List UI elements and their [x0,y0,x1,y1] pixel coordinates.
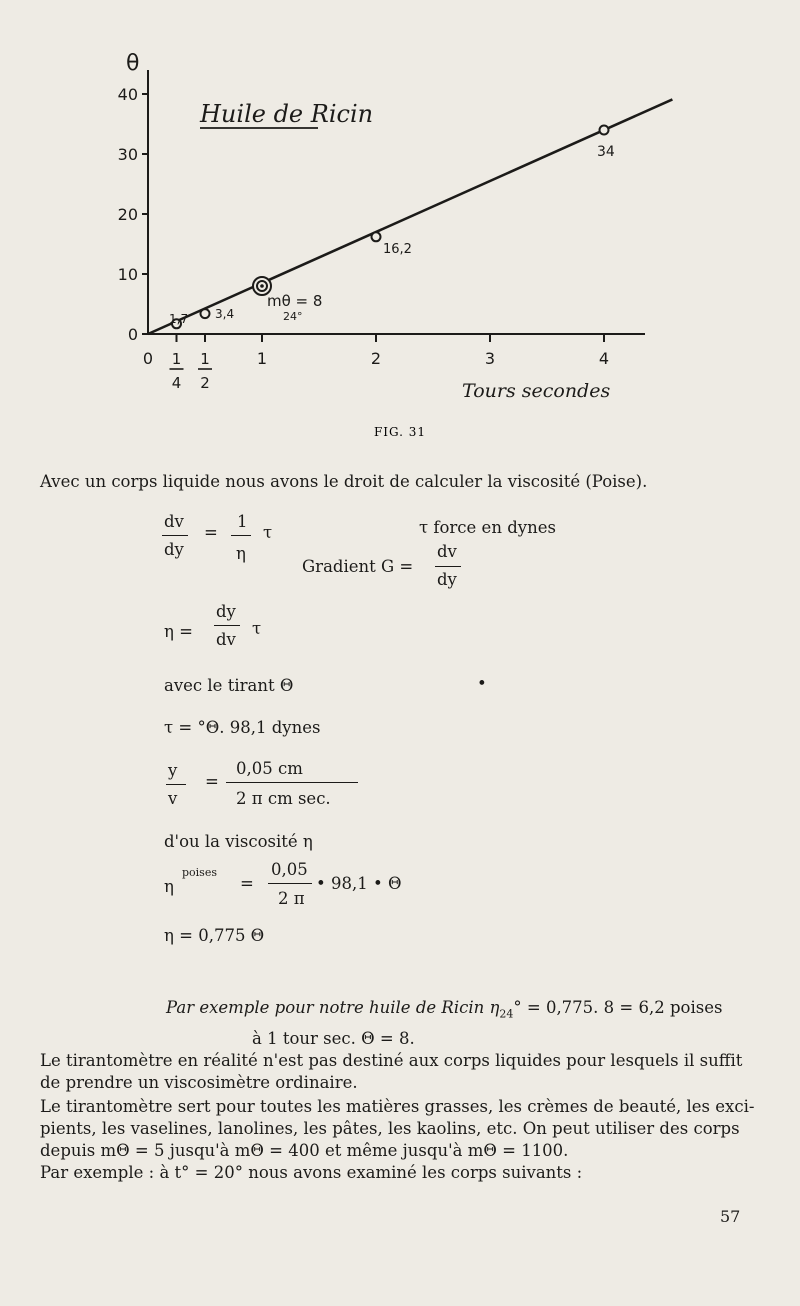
gradient-num: dv [437,542,457,561]
x-fraction-numerator: 1 [171,350,182,368]
x-fraction-denominator: 4 [171,374,182,392]
eq4-equals: = [240,874,254,893]
example-result: ° = 0,775. 8 = 6,2 poises [513,998,723,1017]
eq3-fraction-bar-2 [226,782,358,783]
tour-line: à 1 tour sec. Θ = 8. [252,1029,415,1048]
gradient-den: dy [437,570,457,589]
tirant-text: avec le tirant Θ [164,676,294,695]
intro-text: Avec un corps liquide nous avons le droit de calculer la viscosité (Poise). [40,472,648,491]
paragraph-2-line-1: Le tirantomètre sert pour toutes les matières grasses, les crèmes de beauté, les exci- [40,1097,755,1116]
eq2-num: dy [216,602,236,621]
paragraph-3: Par exemple : à t° = 20° nous avons examiné les corps suivants : [40,1163,583,1182]
point-label-2: 3,4 [215,307,235,321]
bullet-mark: • [477,674,487,693]
eq1-dv: dv [164,512,184,531]
eq3-fraction-bar-1 [166,784,186,785]
eq4-fraction-bar [268,883,312,884]
eq2-den: dv [216,630,236,649]
x-tick-label: 1 [256,349,268,368]
paragraph-2-line-2: pients, les vaselines, lanolines, les pâtes, les kaolins, etc. On peut utiliser des corps [40,1119,740,1138]
eq1-equals: = [204,523,218,542]
viscosity-intro: d'ou la viscosité η [164,832,313,851]
eq3-y: y [168,761,178,780]
example-line [166,998,722,1020]
eq1-dy: dy [164,540,184,559]
x-tick-label: 4 [598,349,610,368]
annotation-m-theta: mθ = 8 [267,292,323,310]
paragraph-2-line-3: depuis mΘ = 5 jusqu'à mΘ = 400 et même jusqu'à mΘ = 1100. [40,1141,569,1160]
y-tick-label: 40 [117,85,138,104]
series-line [148,99,672,334]
y-axis-label: θ [126,51,140,76]
eq4-rest: • 98,1 • Θ [316,874,402,893]
x-tick-label: 2 [370,349,382,368]
x-ticks [143,334,609,368]
y-tick-label: 0 [127,325,138,344]
paragraph-1-line-2: de prendre un viscosimètre ordinaire. [40,1073,358,1092]
eq3-den: 2 π cm sec. [236,789,331,808]
data-line [148,99,672,334]
eq3-num: 0,05 cm [236,759,303,778]
figure-title: Huile de Ricin [200,100,374,128]
eq2-tau: τ [252,619,262,638]
eq3-equals: = [205,772,219,791]
y-ticks [118,85,148,344]
data-point [372,232,381,241]
eq2-fraction-bar [214,625,240,626]
y-tick-label: 10 [117,265,138,284]
data-point [600,126,609,135]
x-tick-label: 0 [142,349,154,368]
eq1-eta: η [236,544,246,563]
gradient-fraction-bar [435,566,461,567]
x-fraction-numerator: 1 [200,350,210,368]
viscosity-figure [0,0,800,439]
annotation-temperature: 24° [283,310,303,323]
point-label-3: 16,2 [383,242,412,257]
x-tick-label: 3 [484,349,496,368]
eq1-one: 1 [237,512,248,531]
eq4-poises-superscript: poises [182,866,217,879]
x-fraction-denominator: 2 [200,374,210,392]
page-number: 57 [720,1207,741,1226]
point-label-1: 1,7 [169,312,189,326]
eq1-fraction-bar-2 [231,535,251,536]
y-tick-label: 30 [117,145,138,164]
tau-definition: τ force en dynes [419,518,556,537]
example-subscript: 24 [499,1007,514,1021]
eq2-eta: η = [164,622,193,641]
data-point [201,309,210,318]
point-label-4: 34 [597,144,615,160]
example-text: Par exemple pour notre huile de Ricin η [166,998,500,1017]
eta-result: η = 0,775 Θ [164,926,265,945]
eq1-tau: τ [263,523,273,542]
x-axis-label: Tours secondes [462,380,611,402]
eq4-den: 2 π [278,889,305,908]
tau-equation: τ = °Θ. 98,1 dynes [164,718,321,737]
data-point-center [260,284,264,288]
eq3-v: v [168,789,178,808]
x-fraction-ticks [170,334,213,392]
y-tick-label: 20 [117,205,138,224]
eq1-fraction-bar [162,535,188,536]
eq4-eta: η [164,877,174,896]
figure-caption: FIG. 31 [373,425,427,439]
gradient-label: Gradient G = [302,557,414,576]
eq4-num: 0,05 [271,860,308,879]
paragraph-1-line-1: Le tirantomètre en réalité n'est pas destiné aux corps liquides pour lesquels il suffit [40,1051,743,1070]
